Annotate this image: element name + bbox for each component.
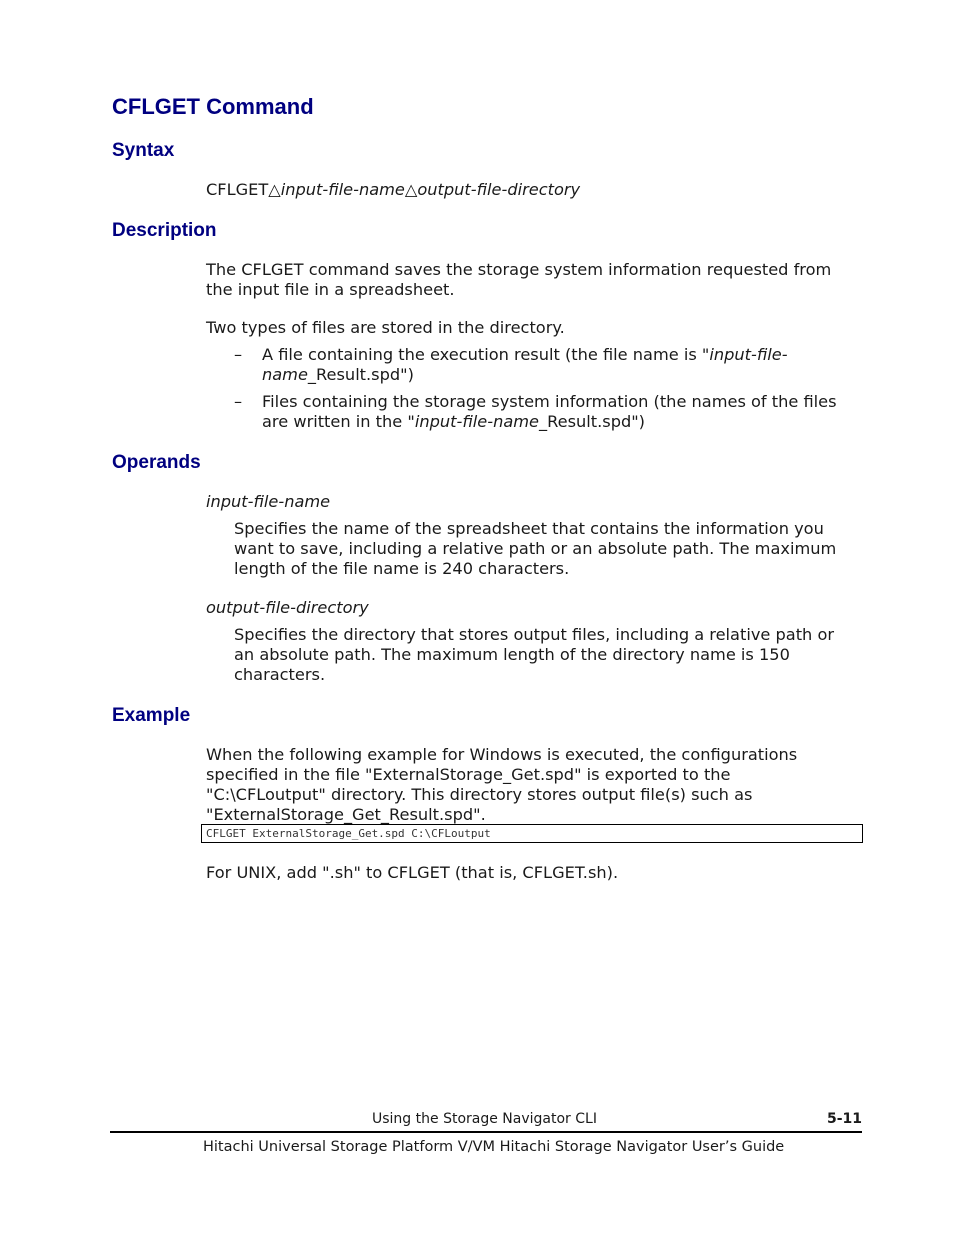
syntax-line: [206, 180, 580, 200]
description-para2: Two types of files are stored in the directory.: [206, 318, 565, 337]
syntax-arg-output-file-directory: output-file-directory: [417, 180, 581, 199]
syntax-heading: Syntax: [112, 140, 175, 161]
unix-note: For UNIX, add ".sh" to CFLGET (that is, CFLGET.sh).: [206, 863, 619, 882]
bullet-dash-2: –: [234, 392, 243, 411]
operand-2-desc-line1: Specifies the directory that stores output files, including a relative path or: [234, 625, 835, 644]
syntax-command: CFLGET: [206, 180, 269, 199]
bullet-2-text: are written in the ": [262, 412, 415, 431]
footer-divider: [110, 1131, 862, 1133]
bullet-1-line1: [262, 345, 788, 365]
operand-name-input-file-name: [206, 492, 330, 512]
code-example-box: CFLGET ExternalStorage_Get.spd C:\CFLoutput: [201, 824, 863, 843]
example-line1: When the following example for Windows is executed, the configurations: [206, 745, 798, 764]
description-para1-line1: The CFLGET command saves the storage system information requested from: [206, 260, 832, 279]
bullet-2-line1: Files containing the storage system information (the names of the files: [262, 392, 837, 411]
bullet-1-em: input-file-: [709, 345, 788, 364]
example-line3: "C:\CFLoutput" directory. This directory stores output file(s) such as: [206, 785, 753, 804]
bullet-2-line2: [262, 412, 645, 432]
operand-name-output-file-directory: [206, 598, 369, 618]
operand-1-desc-line3: length of the file name is 240 characters.: [234, 559, 570, 578]
separator-triangle-2: △: [404, 180, 418, 199]
description-para1-line2: the input file in a spreadsheet.: [206, 280, 455, 299]
example-line2: specified in the file "ExternalStorage_Get.spd" is exported to the: [206, 765, 731, 784]
syntax-arg-input-file-name: input-file-name: [280, 180, 405, 199]
footer-guide-title: Hitachi Universal Storage Platform V/VM Hitachi Storage Navigator User’s Guide: [203, 1139, 785, 1155]
bullet-1-line2: [262, 365, 414, 385]
bullet-1-text-2: _Result.spd"): [307, 365, 414, 384]
operand-1-desc-line1: Specifies the name of the spreadsheet that contains the information you: [234, 519, 824, 538]
bullet-dash-1: –: [234, 345, 243, 364]
operand-2-desc-line2: an absolute path. The maximum length of the directory name is 150: [234, 645, 790, 664]
operands-heading: Operands: [112, 452, 201, 473]
operand-2-desc-line3: characters.: [234, 665, 326, 684]
operand-name-text: output-file-directory: [206, 598, 369, 617]
bullet-2-text-2: _Result.spd"): [539, 412, 646, 431]
operand-name-text: input-file-name: [206, 492, 331, 511]
page-title: CFLGET Command: [112, 94, 314, 119]
separator-triangle-1: △: [268, 180, 281, 199]
example-line4: "ExternalStorage_Get_Result.spd".: [206, 805, 486, 824]
footer-section-title: Using the Storage Navigator CLI: [372, 1111, 597, 1127]
bullet-1-text: A file containing the execution result (the file name is ": [262, 345, 710, 364]
bullet-1-em-2: name: [262, 365, 308, 384]
footer-page-number: 5-11: [826, 1111, 862, 1127]
example-heading: Example: [112, 705, 191, 726]
bullet-2-em: input-file-name: [414, 412, 539, 431]
operand-1-desc-line2: want to save, including a relative path or an absolute path. The maximum: [234, 539, 837, 558]
description-heading: Description: [112, 220, 217, 241]
